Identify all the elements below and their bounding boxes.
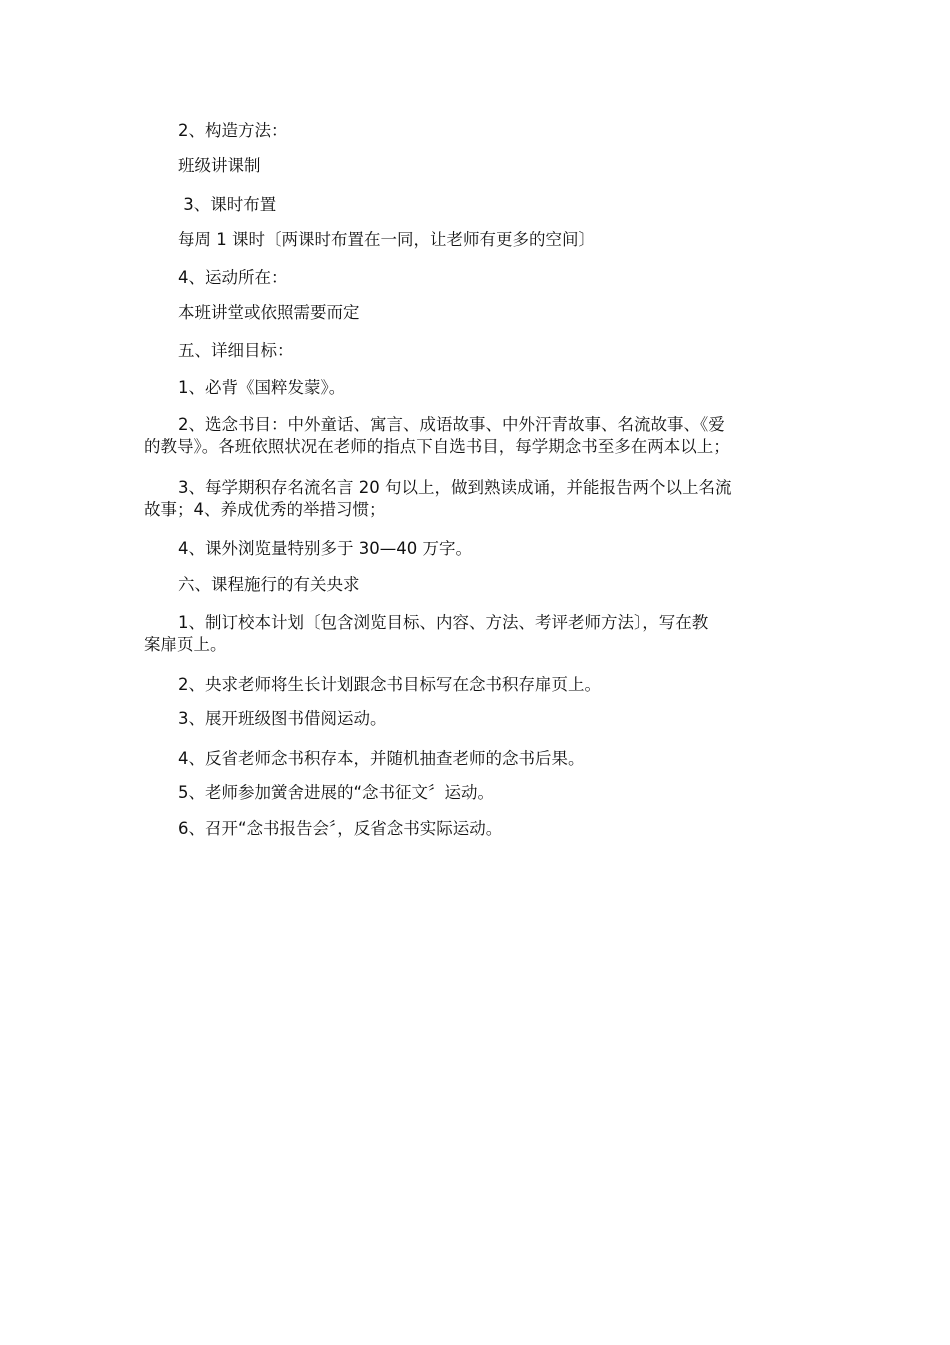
- paragraph-line: 3、每学期积存名流名言 20 句以上，做到熟读成诵，并能报告两个以上名流: [178, 478, 732, 497]
- section-heading: 六、课程施行的有关央求: [178, 575, 360, 594]
- text-line: 本班讲堂或依照需要而定: [178, 303, 360, 322]
- text-line: 2、构造方法：: [178, 121, 288, 140]
- text-line: 3、展开班级图书借阅运动。: [178, 709, 387, 728]
- text-line: 4、课外浏览量特别多于 30—40 万字。: [178, 539, 472, 558]
- paragraph-reading-list: [144, 414, 730, 458]
- paragraph-line: 案扉页上。: [144, 635, 227, 654]
- paragraph-line: 的教导》。各班依照状况在老师的指点下自选书目，每学期念书至多在两本以上；: [144, 437, 730, 456]
- section-heading: 五、详细目标：: [178, 341, 294, 360]
- text-line: 班级讲课制: [178, 156, 261, 175]
- text-line: 5、老师参加黉舍进展的“念书征文〞运动。: [178, 783, 495, 802]
- text-line: 4、运动所在：: [178, 268, 288, 287]
- text-line: 6、召开“念书报告会〞，反省念书实际运动。: [178, 819, 503, 838]
- text-line: 4、反省老师念书积存本，并随机抽查老师的念书后果。: [178, 749, 585, 768]
- paragraph-line: 1、制订校本计划〔包含浏览目标、内容、方法、考评老师方法〕，写在教: [178, 613, 709, 632]
- text-line: 3、课时布置: [178, 195, 277, 214]
- text-line: 1、必背《国粹发蒙》。: [178, 378, 346, 397]
- text-line: 每周 1 课时〔两课时布置在一同，让老师有更多的空间〕: [178, 230, 595, 249]
- paragraph-quotes: [144, 477, 731, 521]
- text-line: 2、央求老师将生长计划跟念书目标写在念书积存扉页上。: [178, 675, 601, 694]
- paragraph-plan: [144, 612, 708, 656]
- paragraph-line: 故事；4、养成优秀的举措习惯；: [144, 500, 386, 519]
- paragraph-line: 2、选念书目：中外童话、寓言、成语故事、中外汗青故事、名流故事、《爱: [178, 415, 725, 434]
